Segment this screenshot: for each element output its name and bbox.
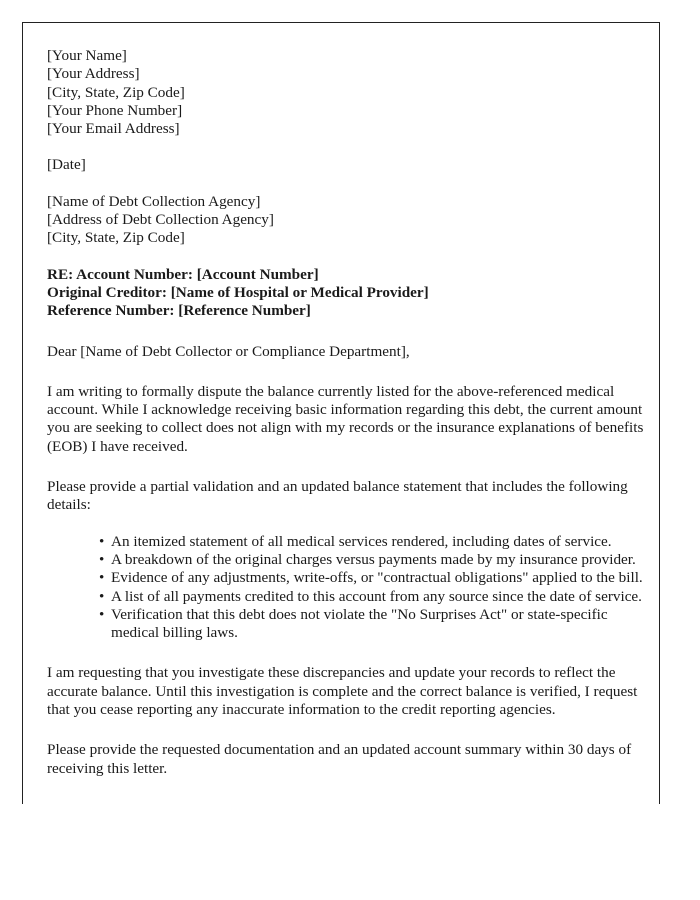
sender-name-line: [Your Name] (47, 47, 127, 64)
date-block (47, 156, 645, 174)
recipient-name-line: [Name of Debt Collection Agency] (47, 192, 261, 210)
spacer-after-date (47, 175, 645, 193)
list-item (47, 588, 645, 606)
spacer-after-salutation (47, 361, 645, 383)
bullet-icon: • (99, 532, 105, 550)
spacer-after-sender (47, 138, 645, 156)
list-item-text: Verification that this debt does not violate the "No Surprises Act" or state-specific medical billing laws. (111, 605, 608, 642)
recipient-street-line: [Address of Debt Collection Agency] (47, 211, 274, 229)
re-original-creditor-line: Original Creditor: [Name of Hospital or Medical Provider] (47, 283, 429, 301)
list-item-text: A breakdown of the original charges versus payments made by my insurance provider. (111, 550, 636, 568)
spacer-after-recipient (47, 248, 645, 266)
sender-street-line: [Your Address] (47, 65, 140, 83)
sender-email-line: [Your Email Address] (47, 120, 180, 138)
re-account-number-line: RE: Account Number: [Account Number] (47, 265, 319, 283)
sender-address-block (47, 47, 645, 138)
re-reference-number-line: Reference Number: [Reference Number] (47, 302, 311, 320)
bullet-icon: • (99, 550, 105, 568)
list-item (47, 533, 645, 551)
list-item (47, 606, 645, 643)
recipient-address-block (47, 193, 645, 248)
body-paragraph-1: I am writing to formally dispute the balance currently listed for the above-referenced medical account. While I acknowledge receiving basic information regarding this debt, the current amount you are seeking to collect does not align with my records or the insurance explanations of benefits (EOB) I have received. (47, 382, 644, 455)
spacer-after-reference (47, 321, 645, 343)
list-item (47, 551, 645, 569)
list-item-text: An itemized statement of all medical services rendered, including dates of service. (111, 532, 612, 550)
bullet-icon: • (99, 605, 105, 623)
body-paragraph-4: Please provide the requested documentation and an updated account summary within 30 days of receiving this letter. (47, 741, 632, 777)
bullet-icon: • (99, 569, 105, 587)
letter-content (47, 47, 645, 778)
list-item (47, 569, 645, 587)
spacer-after-list (47, 642, 645, 664)
requested-details-list (47, 533, 645, 643)
recipient-city-line: [City, State, Zip Code] (47, 229, 185, 247)
list-item-text: A list of all payments credited to this account from any source since the date of service. (111, 587, 642, 605)
list-item-text: Evidence of any adjustments, write-offs, or "contractual obligations" applied to the bill. (111, 569, 643, 587)
spacer-after-paragraph-1 (47, 456, 645, 478)
spacer-before-list (47, 515, 645, 533)
body-paragraph-3: I am requesting that you investigate these discrepancies and update your records to reflect the accurate balance. Until this investigation is complete and the correct balance is verified, I request that you cease reporting any inaccurate information to the credit reporting agencies. (47, 664, 638, 719)
date-line: [Date] (47, 156, 86, 174)
bullet-icon: • (99, 587, 105, 605)
spacer-after-paragraph-3 (47, 719, 645, 741)
sender-phone-line: [Your Phone Number] (47, 101, 183, 119)
body-paragraph-2: Please provide a partial validation and an updated balance statement that includes the following details: (47, 478, 628, 514)
salutation-line: Dear [Name of Debt Collector or Compliance Department], (47, 342, 410, 360)
letter-page (22, 22, 660, 804)
reference-block (47, 266, 645, 321)
sender-city-line: [City, State, Zip Code] (47, 83, 185, 101)
